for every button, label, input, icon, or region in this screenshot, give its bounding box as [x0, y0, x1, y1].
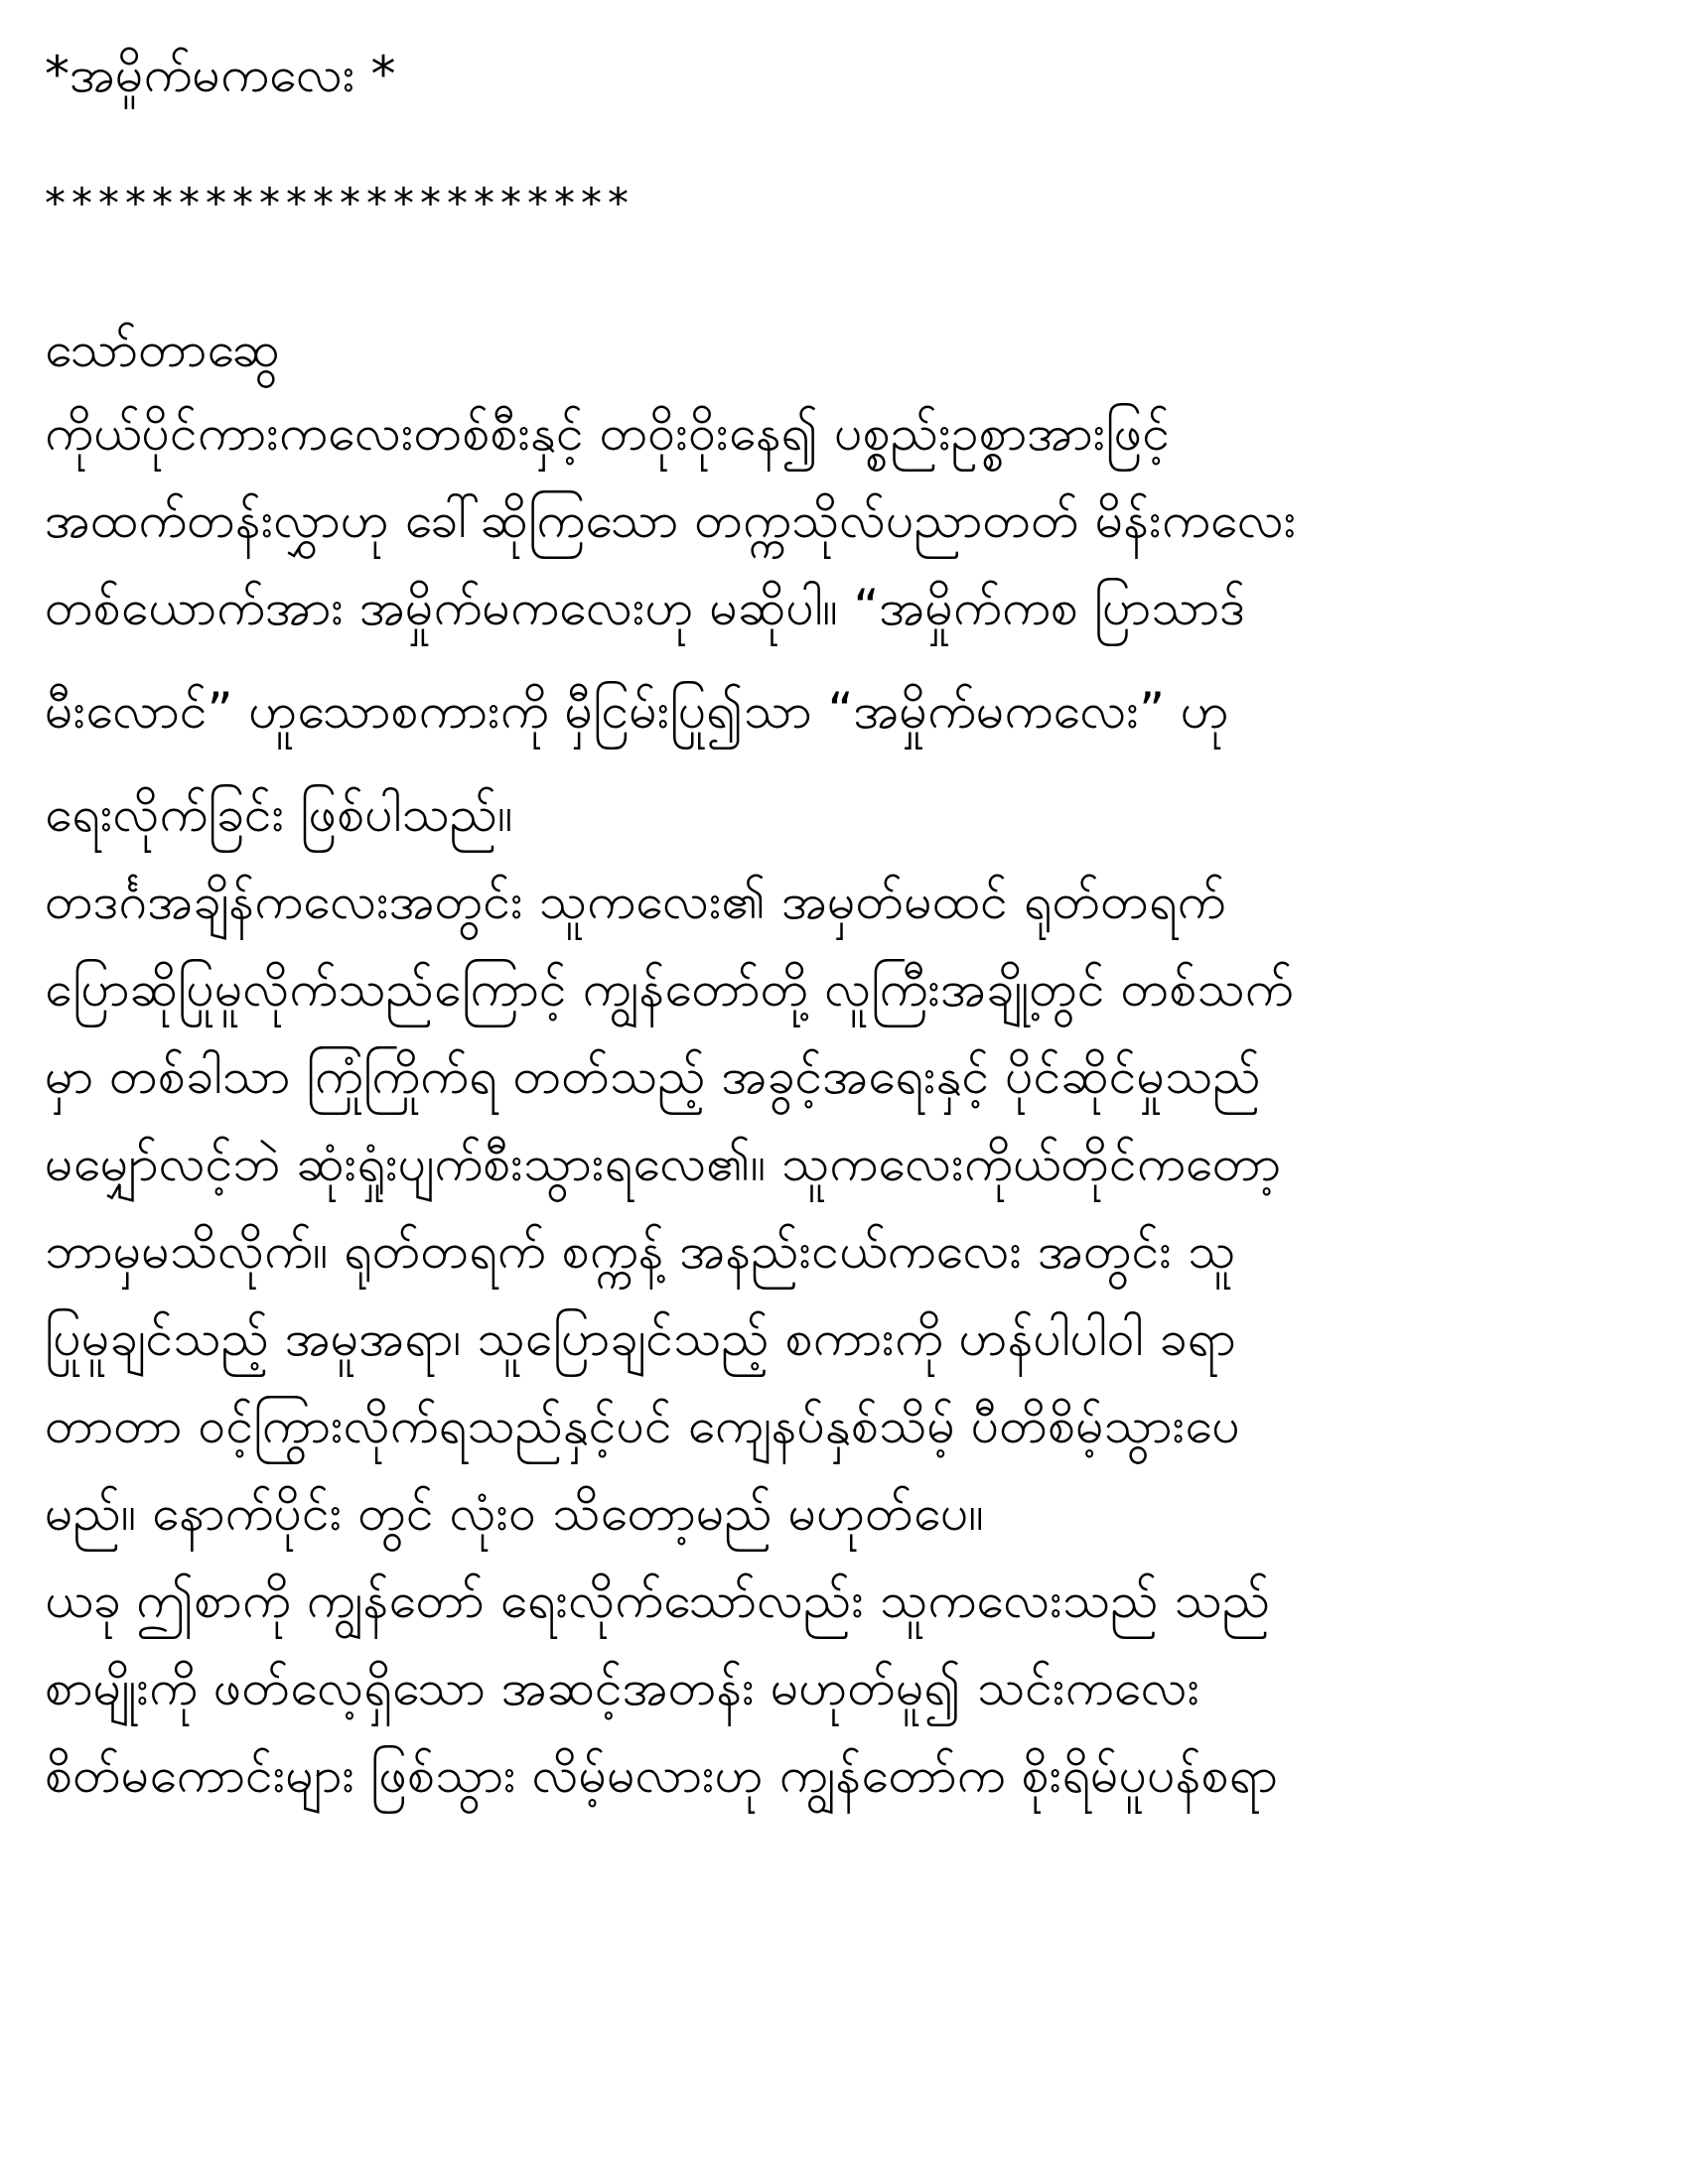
story-title: *အမှိုက်မကလေး *: [45, 46, 396, 103]
body-line: မီးလောင်” ဟူသောစကားကို မှီငြမ်းပြု၍သာ “အမှိုက်မကလေး” ဟု: [45, 682, 1229, 740]
body-line: ဘာမှမသိလိုက်။ ရုတ်တရက် စက္ကန့် အနည်းငယ်ကလေး အတွင်း သူ: [45, 1222, 1236, 1280]
body-line: အထက်တန်းလွှာဟု ခေါ်ဆိုကြသော တက္ကသိုလ်ပညာတတ် မိန်းကလေး: [45, 491, 1297, 549]
body-line: စိတ်မကောင်းများ ဖြစ်သွား လိမ့်မလားဟု ကျွန်တော်က စိုးရိမ်ပူပန်စရာ: [45, 1746, 1278, 1804]
body-line: ရေးလိုက်ခြင်း ဖြစ်ပါသည်။: [45, 785, 513, 843]
body-line: ကိုယ်ပိုင်ကားကလေးတစ်စီးနှင့် တဝိုးဝိုးနေ၍ ပစ္စည်းဥစ္စာအားဖြင့်: [45, 404, 1171, 462]
author-name: သော်တာဆွေ: [45, 321, 280, 378]
body-line: ပြောဆိုပြုမူလိုက်သည်ကြောင့် ကျွန်တော်တို့ လူကြီးအချို့တွင် တစ်သက်: [45, 960, 1294, 1018]
body-line: တာတာ ဝင့်ကြွားလိုက်ရသည်နှင့်ပင် ကျေနပ်နှစ်သိမ့် ပီတိစိမ့်သွားပေ: [45, 1397, 1240, 1454]
title-separator: **********************: [45, 179, 634, 227]
body-line: တဒင်္ဂအချိန်ကလေးအတွင်း သူကလေး၏ အမှတ်မထင် ရုတ်တရက်: [45, 873, 1226, 930]
body-line: တစ်ယောက်အား အမှိုက်မကလေးဟု မဆိုပါ။ “အမှိုက်ကစ ပြာသာဒ်: [45, 579, 1246, 636]
body-line: စာမျိုးကို ဖတ်လေ့ရှိသော အဆင့်အတန်း မဟုတ်မူ၍ သင်းကလေး: [45, 1659, 1200, 1716]
body-line: မမျှော်လင့်ဘဲ ဆုံးရှုံးပျက်စီးသွားရလေ၏။ သူကလေးကိုယ်တိုင်ကတော့: [45, 1135, 1282, 1192]
body-line: ပြုမူချင်သည့် အမူအရာ၊ သူပြောချင်သည့် စကားကို ဟန်ပါပါဝါ ခရာ: [45, 1309, 1236, 1367]
body-line: ယခု ဤစာကို ကျွန်တော် ရေးလိုက်သော်လည်း သူကလေးသည် သည်: [45, 1571, 1271, 1629]
body-line: မှာ တစ်ခါသာ ကြုံကြိုက်ရ တတ်သည့် အခွင့်အရေးနှင့် ပိုင်ဆိုင်မှုသည်: [45, 1047, 1261, 1105]
story-body: [45, 389, 1628, 1819]
body-line: မည်။ နောက်ပိုင်း တွင် လုံးဝ သိတော့မည် မဟုတ်ပေ။: [45, 1484, 984, 1542]
